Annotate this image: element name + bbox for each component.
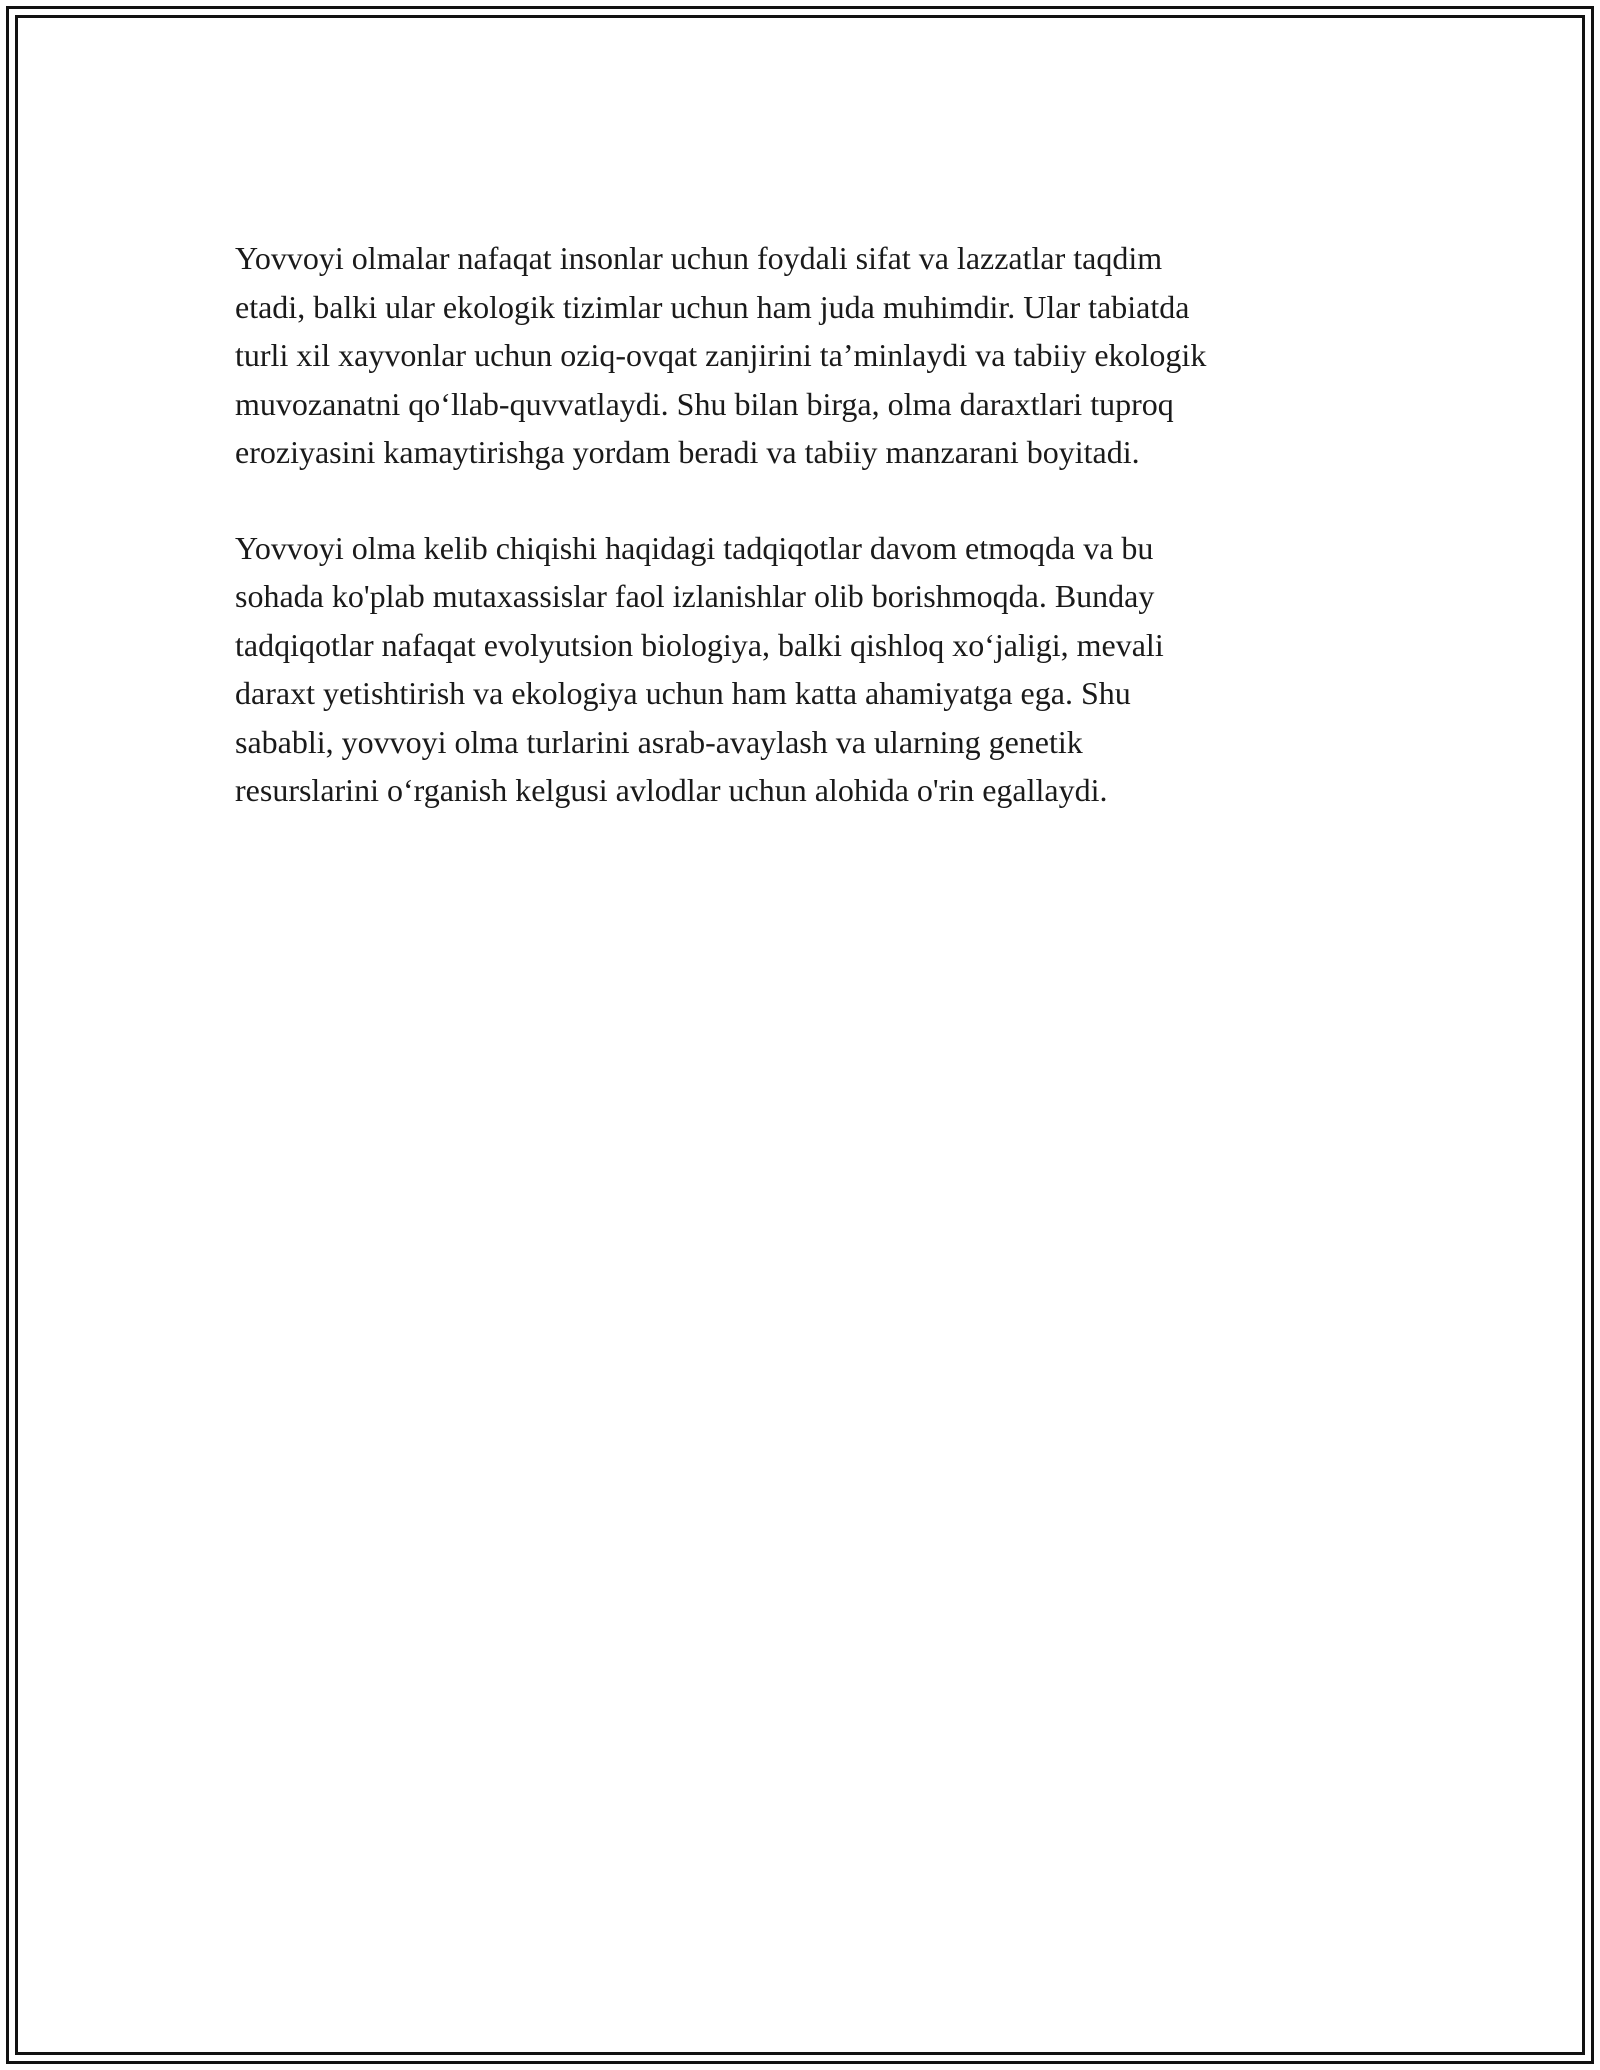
- document-body: [235, 234, 1375, 815]
- paragraph-spacer: [235, 477, 1375, 524]
- paragraph-line: sababli, yovvoyi olma turlarini asrab-avaylash va ularning genetik: [235, 723, 1083, 760]
- paragraph-line: resurslarini o‘rganish kelgusi avlodlar uchun alohida o'rin egallaydi.: [235, 772, 1108, 808]
- paragraph-2: [235, 524, 1375, 815]
- paragraph-line: muvozanatni qo‘llab-quvvatlaydi. Shu bilan birga, olma daraxtlari tuproq: [235, 385, 1174, 422]
- paragraph-line: Yovvoyi olmalar nafaqat insonlar uchun foydali sifat va lazzatlar taqdim: [235, 240, 1163, 276]
- paragraph-1: [235, 234, 1375, 477]
- paragraph-line: daraxt yetishtirish va ekologiya uchun ham katta ahamiyatga ega. Shu: [235, 675, 1131, 711]
- paragraph-line: turli xil xayvonlar uchun oziq-ovqat zanjirini ta’minlaydi va tabiiy ekologik: [235, 337, 1207, 373]
- paragraph-line: Yovvoyi olma kelib chiqishi haqidagi tadqiqotlar davom etmoqda va bu: [235, 529, 1154, 566]
- paragraph-line: eroziyasini kamaytirishga yordam beradi va tabiiy manzarani boyitadi.: [235, 434, 1140, 470]
- paragraph-line: tadqiqotlar nafaqat evolyutsion biologiya, balki qishloq xo‘jaligi, mevali: [235, 626, 1164, 663]
- paragraph-line: sohada ko'plab mutaxassislar faol izlanishlar olib borishmoqda. Bunday: [235, 578, 1155, 614]
- paragraph-line: etadi, balki ular ekologik tizimlar uchun ham juda muhimdir. Ular tabiatda: [235, 288, 1190, 325]
